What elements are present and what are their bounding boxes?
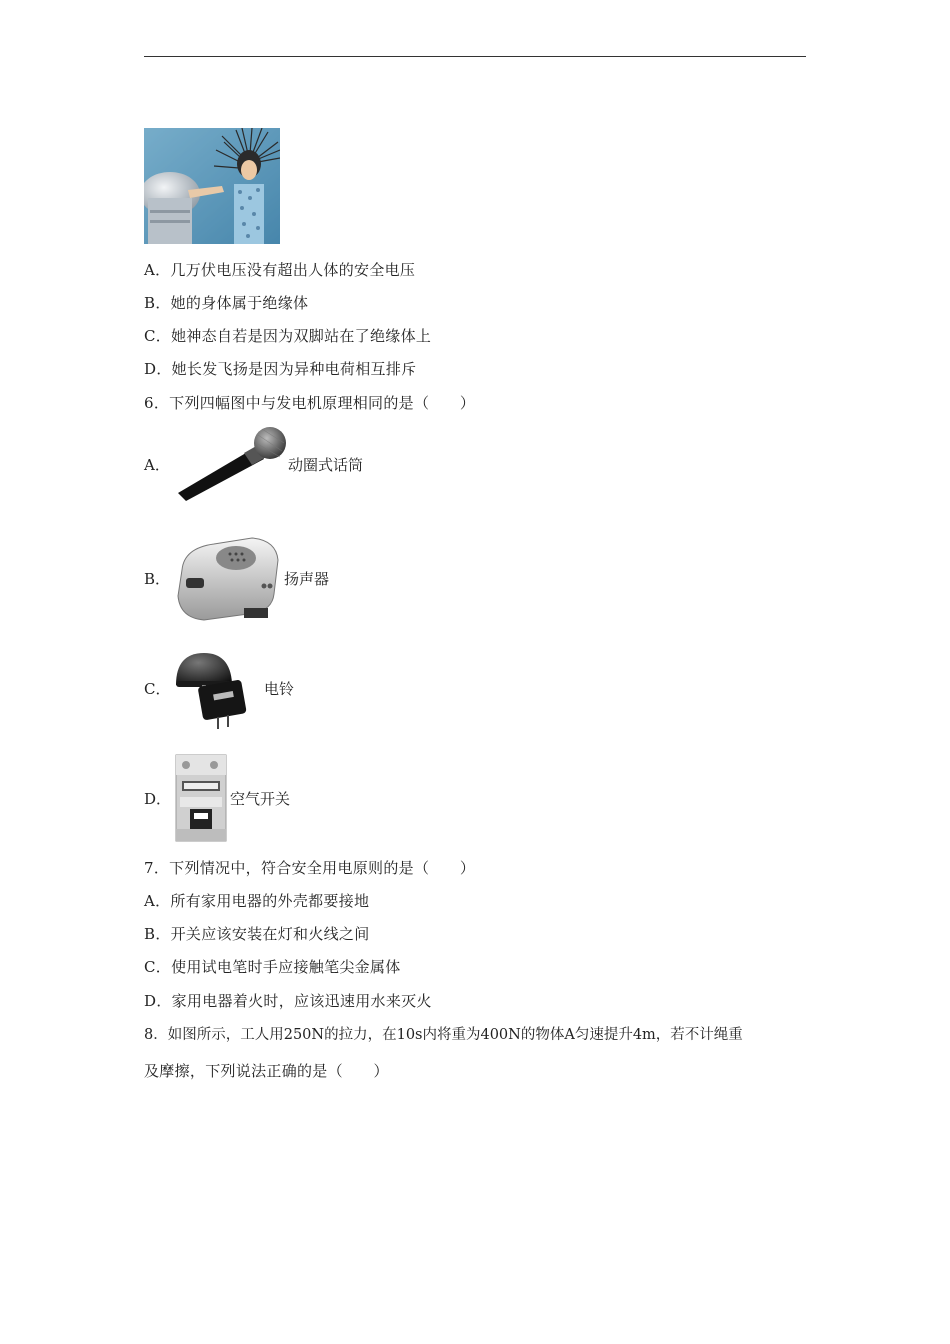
q5-option-a: A．几万伏电压没有超出人体的安全电压 <box>144 261 416 279</box>
option-caption: 动圈式话筒 <box>288 455 364 474</box>
q7-option-c: C．使用试电笔时手应接触笔尖金属体 <box>144 958 401 976</box>
q7-option-b: B．开关应该安装在灯和火线之间 <box>144 925 370 943</box>
option-letter: C． <box>144 679 171 698</box>
q7-stem: 7．下列情况中，符合安全用电原则的是（ ） <box>144 859 476 877</box>
q8-stem-line2: 及摩擦，下列说法正确的是（ ） <box>144 1062 389 1080</box>
q5-option-b: B．她的身体属于绝缘体 <box>144 294 309 312</box>
electric-bell-icon <box>174 647 264 729</box>
option-letter: A． <box>144 455 170 474</box>
q7-option-d: D．家用电器着火时，应该迅速用水来灭火 <box>144 992 432 1010</box>
air-switch-icon <box>174 753 228 843</box>
q8-stem-line1: 8．如图所示，工人用250N的拉力，在10s内将重为400N的物体A匀速提升4m，若不计绳重 <box>144 1027 743 1043</box>
q6-option-c <box>144 640 294 736</box>
option-letter: B． <box>144 569 171 588</box>
option-caption: 电铃 <box>264 679 295 698</box>
q7-option-a: A．所有家用电器的外壳都要接地 <box>144 892 370 910</box>
q5-option-c: C．她神态自若是因为双脚站在了绝缘体上 <box>144 327 432 345</box>
q6-stem: 6．下列四幅图中与发电机原理相同的是（ ） <box>144 394 476 412</box>
q6-option-b <box>144 530 329 626</box>
q5-option-d: D．她长发飞扬是因为异种电荷相互排斥 <box>144 360 417 378</box>
van-de-graaff-photo <box>144 128 280 244</box>
option-caption: 空气开关 <box>230 789 291 808</box>
header-rule <box>144 56 806 57</box>
option-letter: D． <box>144 789 172 808</box>
q6-option-d <box>144 750 290 846</box>
option-caption: 扬声器 <box>284 569 330 588</box>
microphone-icon <box>174 425 286 503</box>
speaker-icon <box>174 530 282 626</box>
q6-option-a <box>144 424 363 504</box>
